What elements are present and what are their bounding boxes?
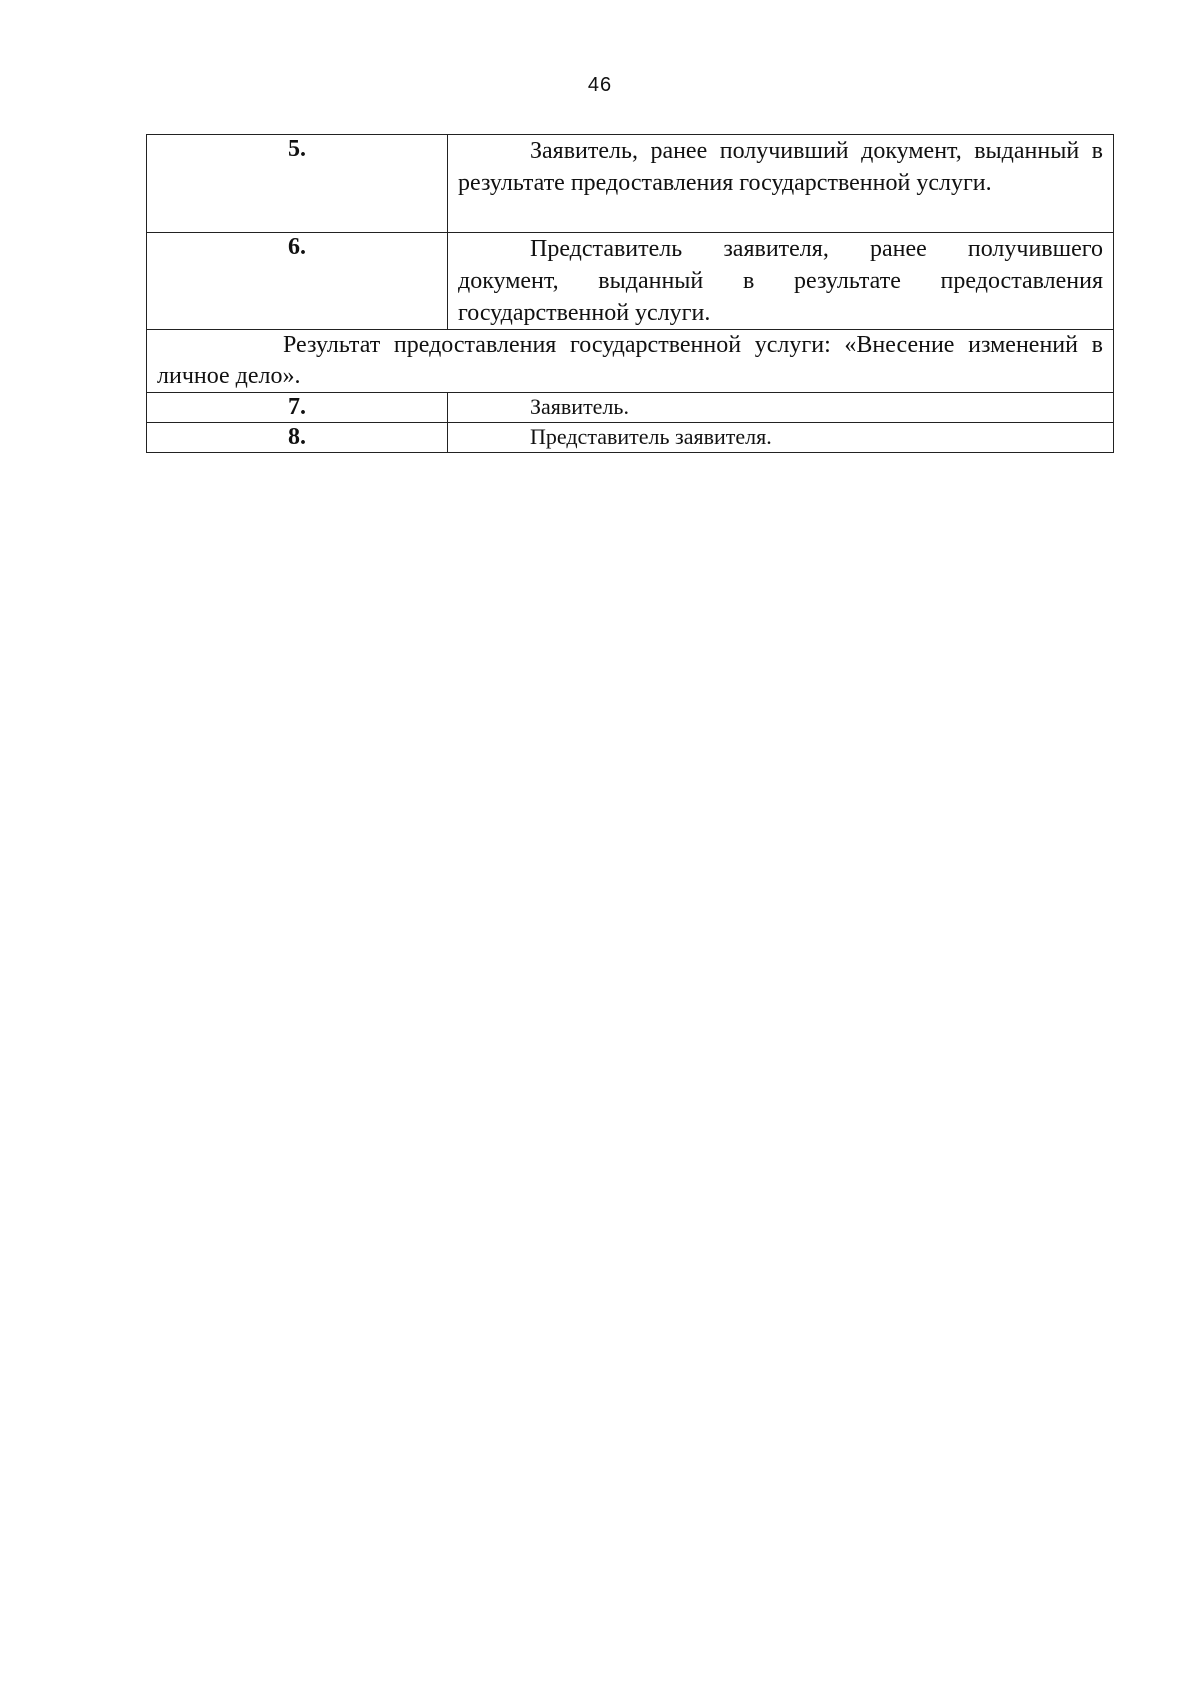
section-heading: Результат предоставления государственной услуги: «Внесение изменений в личное дело». [147,330,1114,393]
row-number: 8. [147,423,448,453]
table-row [147,423,1114,453]
row-description: Заявитель. [448,393,1114,423]
row-number: 7. [147,393,448,423]
row-description: Представитель заявителя. [448,423,1114,453]
row-number: 6. [147,233,448,330]
section-row [147,330,1114,393]
table-row [147,393,1114,423]
page-number: 46 [587,74,613,96]
row-description: Заявитель, ранее получивший документ, выданный в результате предоставления государственной услуги. [448,135,1114,233]
table-row [147,233,1114,330]
table-row [147,135,1114,233]
row-number: 5. [147,135,448,233]
applicant-table [146,134,1114,453]
row-description: Представитель заявителя, ранее получившего документ, выданный в результате предоставления государственной услуги. [448,233,1114,330]
